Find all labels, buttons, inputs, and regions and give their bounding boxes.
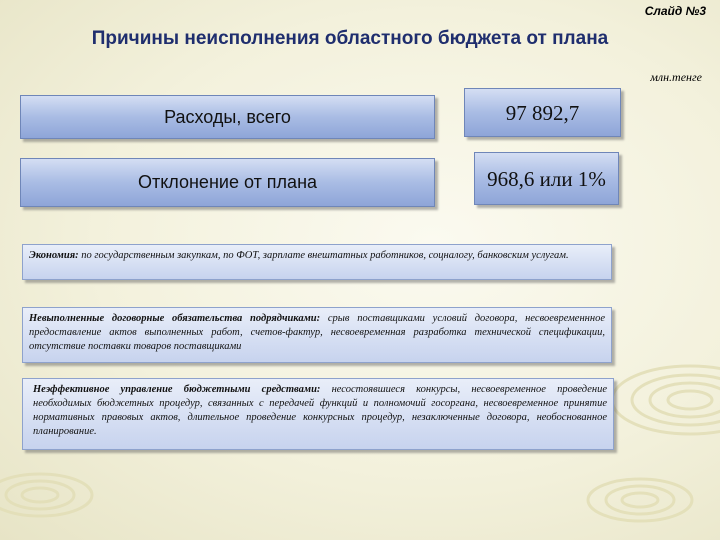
note-economy [22, 244, 612, 280]
note-text: срыв поставщиками условий договора, несвоевременнное предоставление актов выполненных работ, счетов-фактур, несвоевременная разработка технической спецификации, отсутствие поставки товаров поставщиками [29, 313, 606, 352]
row-value-deviation: 968,6 или 1% [474, 152, 619, 205]
note-heading: Неэффективное управление бюджетными средствами: [33, 384, 321, 395]
note-contract-obligations [22, 307, 612, 363]
slide-number: Слайд №3 [644, 4, 706, 18]
note-text: несостоявшиеся конкурсы, несвоевременное проведение необходимых бюджетных процедур, связанных с передачей функций и полномочий госоргана, несвоевременное принятие нормативных правовых актов, длительное проведение конкурсных процедур, незаключенные договора, необоснованное планирование. [33, 384, 608, 437]
row-label-deviation: Отклонение от плана [20, 158, 435, 207]
note-budget-management [22, 378, 614, 450]
row-label-expenses: Расходы, всего [20, 95, 435, 139]
units-label: млн.тенге [650, 70, 702, 84]
note-text: по государственным закупкам, по ФОТ, зарплате внештатных работников, соцналогу, банковским услугам. [78, 250, 569, 261]
note-heading: Невыполненные договорные обязательства подрядчиками: [29, 313, 321, 324]
row-value-expenses: 97 892,7 [464, 88, 621, 137]
note-heading: Экономия: [29, 250, 79, 261]
page-title: Причины неисполнения областного бюджета от плана [91, 28, 609, 49]
